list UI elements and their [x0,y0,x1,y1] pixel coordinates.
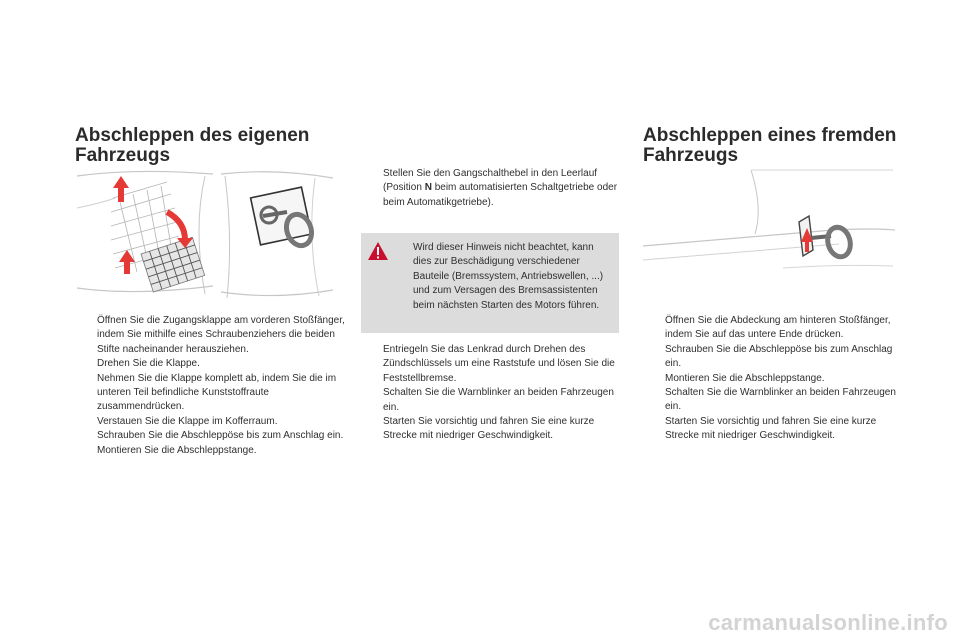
steps-middle [361,343,619,444]
list-item: Öffnen Sie die Abdeckung am hinteren Stoßfänger, indem Sie auf das untere Ende drücken. [665,315,891,341]
front-bumper-illustration [75,168,335,308]
list-item: Entriegeln Sie das Lenkrad durch Drehen des Zündschlüssels um eine Raststufe und lösen Sie die Feststellbremse. [383,344,615,384]
list-item: Starten Sie vorsichtig und fahren Sie eine kurze Strecke mit niedriger Geschwindigkeit. [383,416,595,442]
list-item: Schrauben Sie die Abschleppöse bis zum Anschlag ein. [97,430,344,442]
list-item: Nehmen Sie die Klappe komplett ab, indem Sie die im unteren Teil befindliche Kunststoffraute zusammendrücken. [97,372,337,413]
list-item: Montieren Sie die Abschleppstange. [665,372,825,384]
steps-own-vehicle [75,314,345,458]
list-item: Drehen Sie die Klappe. [97,358,200,370]
list-item: Starten Sie vorsichtig und fahren Sie eine kurze Strecke mit niedriger Geschwindigkeit. [665,415,877,442]
watermark-text: carmanualsonline.info [708,610,948,635]
rear-bumper-illustration [643,168,898,308]
warning-box [361,233,619,333]
steps-other-vehicle [643,314,903,444]
section-title-other-vehicle: Abschleppen eines fremden Fahrzeugs [643,125,897,166]
step-neutral-gear [361,167,619,210]
section-title-own-vehicle: Abschleppen des eigenen Fahrzeugs [75,125,310,166]
list-item: Öffnen Sie die Zugangsklappe am vorderen Stoßfänger, indem Sie mithilfe eines Schraubenziehers die beiden Stifte nacheinander herausziehen. [97,315,345,355]
list-item: Verstauen Sie die Klappe im Kofferraum. [97,415,278,427]
list-item: Schalten Sie die Warnblinker an beiden Fahrzeugen ein. [383,387,614,413]
list-item: Schalten Sie die Warnblinker an beiden Fahrzeugen ein. [665,387,896,413]
list-item: Montieren Sie die Abschleppstange. [97,444,257,456]
warning-triangle-icon [367,241,389,261]
list-item: Schrauben Sie die Abschleppöse bis zum Anschlag ein. [665,343,893,370]
warning-text: Wird dieser Hinweis nicht beachtet, kann dies zur Beschädigung verschiedener Bauteile (Bremssystem, Antriebswellen, ...) und zum Versagen des Bremsassistenten beim nächsten Starten des Motors führen. [413,242,604,311]
list-item: Stellen Sie den Gangschalthebel in den Leerlauf (Position N beim automatisierten Schaltgetriebe oder beim Automatikgetriebe). [383,168,618,208]
